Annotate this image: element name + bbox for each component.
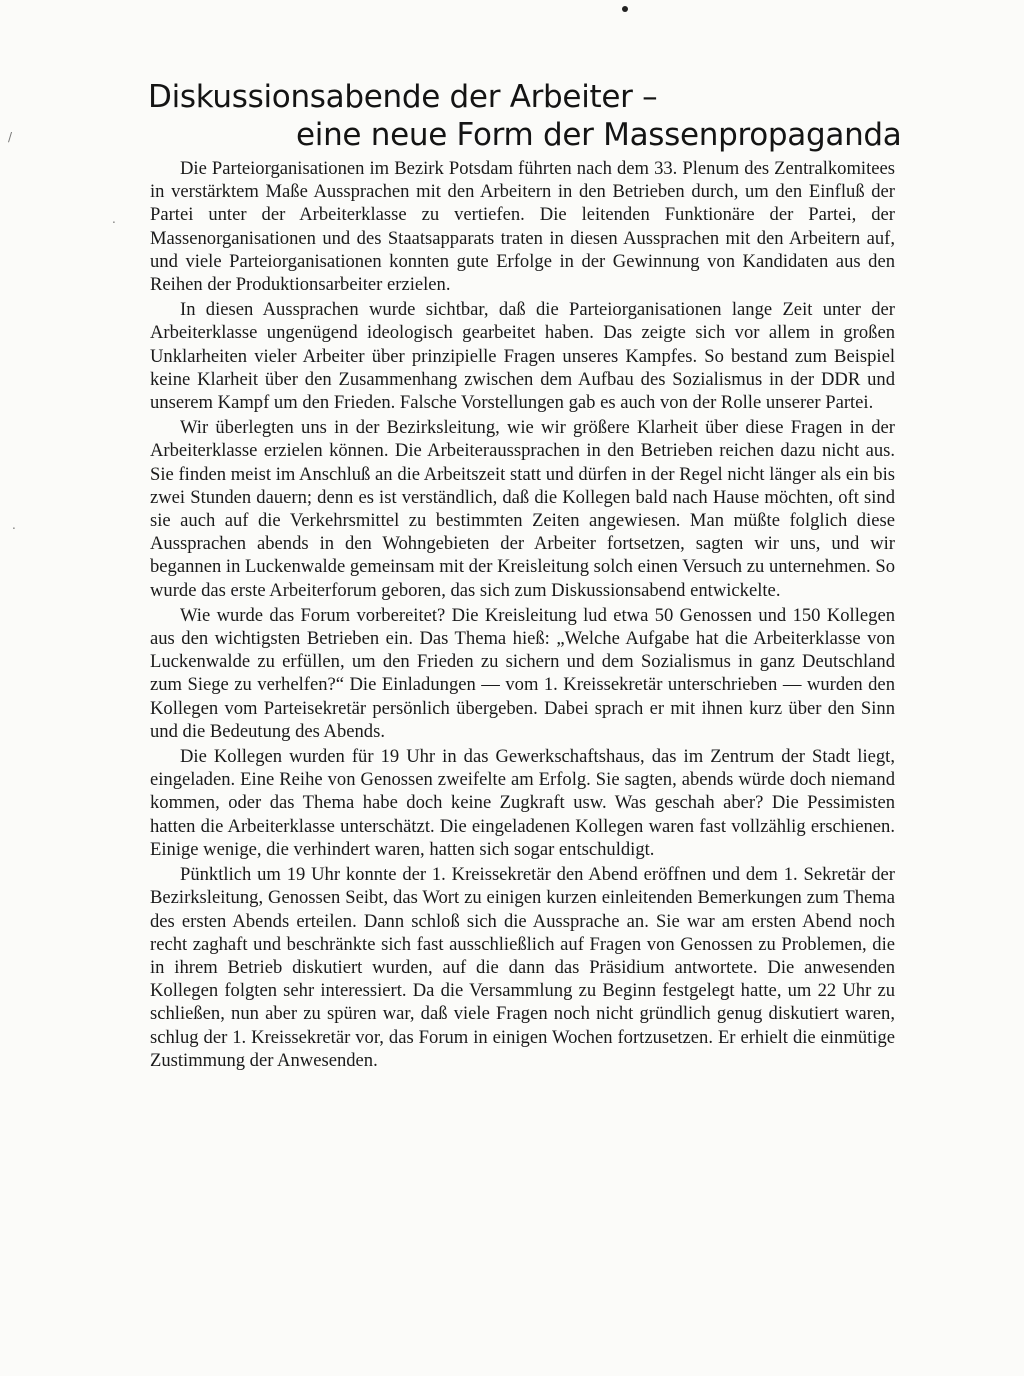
paragraph: In diesen Aussprachen wurde sichtbar, daß die Parteiorganisationen lange Zeit unter der Arbeiterklasse ungenügend ideologisch gearbeitet haben. Das zeigte sich vor allem in großen Unklarheiten vieler Arbeiter über prinzipielle Fragen unseres Kampfes. So bestand zum Beispiel keine Klarheit über den Zusammenhang zwischen dem Aufbau des Sozialismus in der DDR und unserem Kampf um den Frieden. Falsche Vorstellungen gab es auch von der Rolle unserer Partei. <box>150 299 895 414</box>
paragraph: Wir überlegten uns in der Bezirksleitung, wie wir größere Klarheit über diese Fragen in der Arbeiterklasse erzielen können. Die Arbeiteraussprachen in den Betrieben reichen dazu nicht aus. Sie finden meist im Anschluß an die Arbeitszeit statt und dürfen in der Regel nicht länger als ein bis zwei Stunden dauern; denn es ist verständlich, daß die Kollegen bald nach Hause möchten, oft sind sie auch auf die Verkehrsmittel zu bestimmten Zeiten angewiesen. Man müßte folglich diese Aussprachen abends in den Wohngebieten der Arbeiter fortsetzen, sagten wir uns, und wir begannen in Luckenwalde gemeinsam mit der Kreisleitung solch einen Versuch zu unternehmen. So wurde das erste Arbeiterforum geboren, das sich zum Diskussionsabend entwickelte. <box>150 417 895 601</box>
article-body <box>150 157 895 1074</box>
paragraph: Pünktlich um 19 Uhr konnte der 1. Kreissekretär den Abend eröffnen und dem 1. Sekretär der Bezirksleitung, Genossen Seibt, das Wort zu einigen kurzen einleitenden Bemerkungen zum Thema des ersten Abends erteilen. Dann schloß sich die Aussprache an. Sie war am ersten Abend noch recht zaghaft und beschränkte sich fast ausschließlich auf Fragen von Genossen zu Problemen, die in ihrem Betrieb diskutiert wurden, auf die dann das Präsidium antwortete. Die anwesenden Kollegen folgten sehr interessiert. Da die Versammlung zu Beginn festgelegt hatte, um 22 Uhr zu schließen, nun aber zu spüren war, daß viele Fragen noch nicht gründlich genug diskutiert waren, schlug der 1. Kreissekretär vor, das Forum in einigen Wochen fortzusetzen. Er erhielt die einmütige Zustimmung der Anwesenden. <box>150 864 895 1071</box>
print-dot <box>622 6 628 12</box>
margin-mark: . <box>112 212 116 226</box>
margin-mark: / <box>8 130 13 144</box>
paragraph: Die Kollegen wurden für 19 Uhr in das Gewerkschaftshaus, das im Zentrum der Stadt liegt, eingeladen. Eine Reihe von Genossen zweifelte am Erfolg. Sie sagten, abends würde doch niemand kommen, oder das Thema habe doch keine Zugkraft usw. Was geschah aber? Die Pessimisten hatten die Arbeiterklasse unterschätzt. Die eingeladenen Kollegen waren fast vollzählig erschienen. Einige wenige, die verhindert waren, hatten sich sogar entschuldigt. <box>150 746 895 860</box>
paragraph: Die Parteiorganisationen im Bezirk Potsdam führten nach dem 33. Plenum des Zentralkomitees in verstärktem Maße Aussprachen mit den Arbeitern in den Betrieben durch, um den Einfluß der Partei unter der Arbeiterklasse zu vertiefen. Die leitenden Funktionäre der Partei, der Massenorganisationen und des Staatsapparats traten in diesen Aussprachen mit den Arbeitern auf, und viele Parteiorganisationen konnten gute Erfolge in der Gewinnung von Kandidaten aus den Reihen der Produktionsarbeiter erzielen. <box>150 158 895 296</box>
title-line-1: Diskussionsabende der Arbeiter – <box>148 79 658 115</box>
margin-mark: . <box>12 518 16 532</box>
title-line-2: eine neue Form der Massenpropaganda <box>296 117 902 153</box>
paragraph: Wie wurde das Forum vorbereitet? Die Kreisleitung lud etwa 50 Genossen und 150 Kollegen aus den wichtigsten Betrieben ein. Das Thema hieß: „Welche Aufgabe hat die Arbeiterklasse von Luckenwalde zu erfüllen, um den Frieden zu sichern und dem Sozialismus in ganz Deutschland zum Siege zu verhelfen?“ Die Einladungen — vom 1. Kreissekretär unterschrieben — wurden den Kollegen vom Parteisekretär persönlich übergeben. Dabei sprach er mit ihnen kurz über den Sinn und die Bedeutung des Abends. <box>150 604 895 742</box>
article-title <box>148 78 908 154</box>
